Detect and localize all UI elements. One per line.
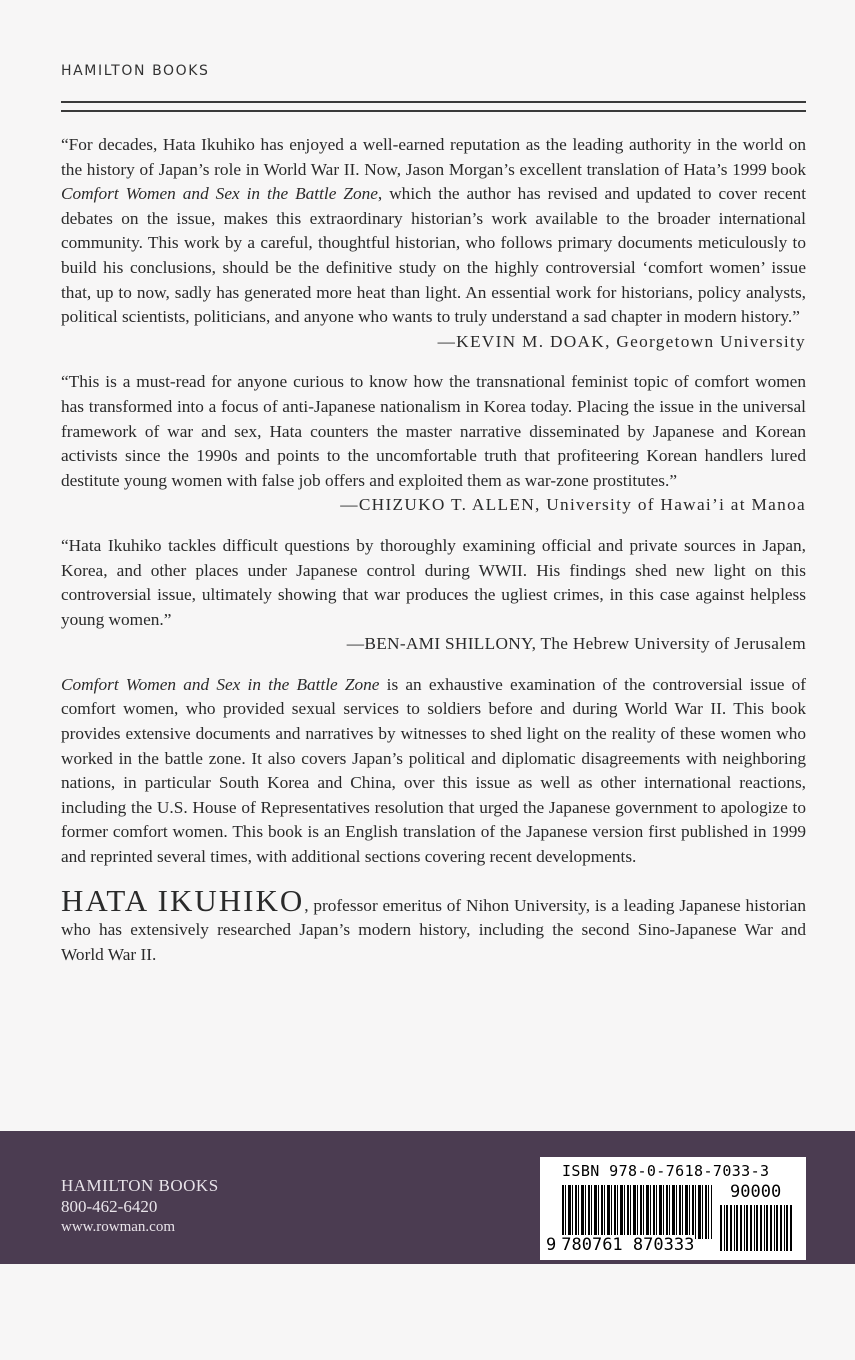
isbn-barcode <box>540 1157 806 1260</box>
footer-website: www.rowman.com <box>61 1219 176 1235</box>
attribution-shillony: —BEN-AMI SHILLONY, The Hebrew University of Jerusalem <box>346 634 806 654</box>
book-title: Comfort Women and Sex in the Battle Zone <box>61 184 378 204</box>
back-cover-content <box>61 133 806 967</box>
attribution-doak: —KEVIN M. DOAK, Georgetown University <box>437 331 806 351</box>
barcode-bars-icon <box>562 1185 712 1239</box>
book-description: Comfort Women and Sex in the Battle Zone is an exhaustive examination of the controversial issue of comfort women, who provided sexual services to soldiers before and during World War II. This book provides extensive documents and narratives by witnesses to shed light on the reality of these women who worked in the battle zone. It also covers Japan’s political and diplomatic disagreements with neighboring nations, in particular South Korea and China, over this issue as well as other international reactions, including the U.S. House of Representatives resolution that urged the Japanese government to apologize to former comfort women. This book is an English translation of the Japanese version first published in 1999 and reprinted several times, with additional sections covering recent developments. <box>61 674 806 867</box>
price-addon-label: 90000 <box>730 1182 782 1202</box>
publisher-contact <box>61 1175 219 1238</box>
isbn-label: ISBN 978-0-7618-7033-3 <box>562 1162 770 1180</box>
footer-phone: 800-462-6420 <box>61 1197 158 1216</box>
attribution-allen: —CHIZUKO T. ALLEN, University of Hawai’i at Manoa <box>340 495 806 515</box>
header-rule-bottom <box>61 110 806 112</box>
header-rule-top <box>61 101 806 103</box>
footer-band <box>0 1131 855 1264</box>
author-name: HATA IKUHIKO <box>61 882 305 918</box>
book-title: Comfort Women and Sex in the Battle Zone <box>61 674 380 694</box>
author-bio: HATA IKUHIKO, professor emeritus of Nihon University, is a leading Japanese historian who has extensively researched Japan’s modern history, including the second Sino-Japanese War and World War II. <box>61 882 806 964</box>
blurb-allen: “This is a must-read for anyone curious to know how the transnational feminist topic of comfort women has transformed into a focus of anti-Japanese nationalism in Korea today. Placing the issue in the universal framework of war and sex, Hata counters the master narrative disseminated by Japanese and Korean activists since the 1990s and points to the uncomfortable truth that profiteering Korean handlers lured destitute young women with false job offers and exploited them as war-zone prostitutes.” <box>61 372 806 490</box>
footer-publisher: HAMILTON BOOKS <box>61 1176 219 1195</box>
ean-number: 9 780761 870333 <box>546 1235 695 1255</box>
publisher-header: HAMILTON BOOKS <box>61 63 210 79</box>
blurb-shillony: “Hata Ikuhiko tackles difficult questions by thoroughly examining official and private sources in Japan, Korea, and other places under Japanese control during WWII. His findings shed new light on this controversial issue, ultimately showing that war produces the ugliest crimes, in this case against helpless young women.” <box>61 535 806 629</box>
addon-bars-icon <box>720 1205 794 1251</box>
blurb-doak: “For decades, Hata Ikuhiko has enjoyed a well-earned reputation as the leading authority in the world on the history of Japan’s role in World War II. Now, Jason Morgan’s excellent translation of Hata’s 1999 book Comfort Women and Sex in the Battle Zone, which the author has revised and updated to cover recent debates on the issue, makes this extraordinary historian’s work available to the broader international community. This work by a careful, thoughtful historian, who follows primary documents meticulously to build his conclusions, should be the definitive study on the highly controversial ‘comfort women’ issue that, up to now, sadly has generated more heat than light. An essential work for historians, policy analysts, political scientists, politicians, and anyone who wants to truly understand a sad chapter in modern history.” <box>61 135 806 327</box>
